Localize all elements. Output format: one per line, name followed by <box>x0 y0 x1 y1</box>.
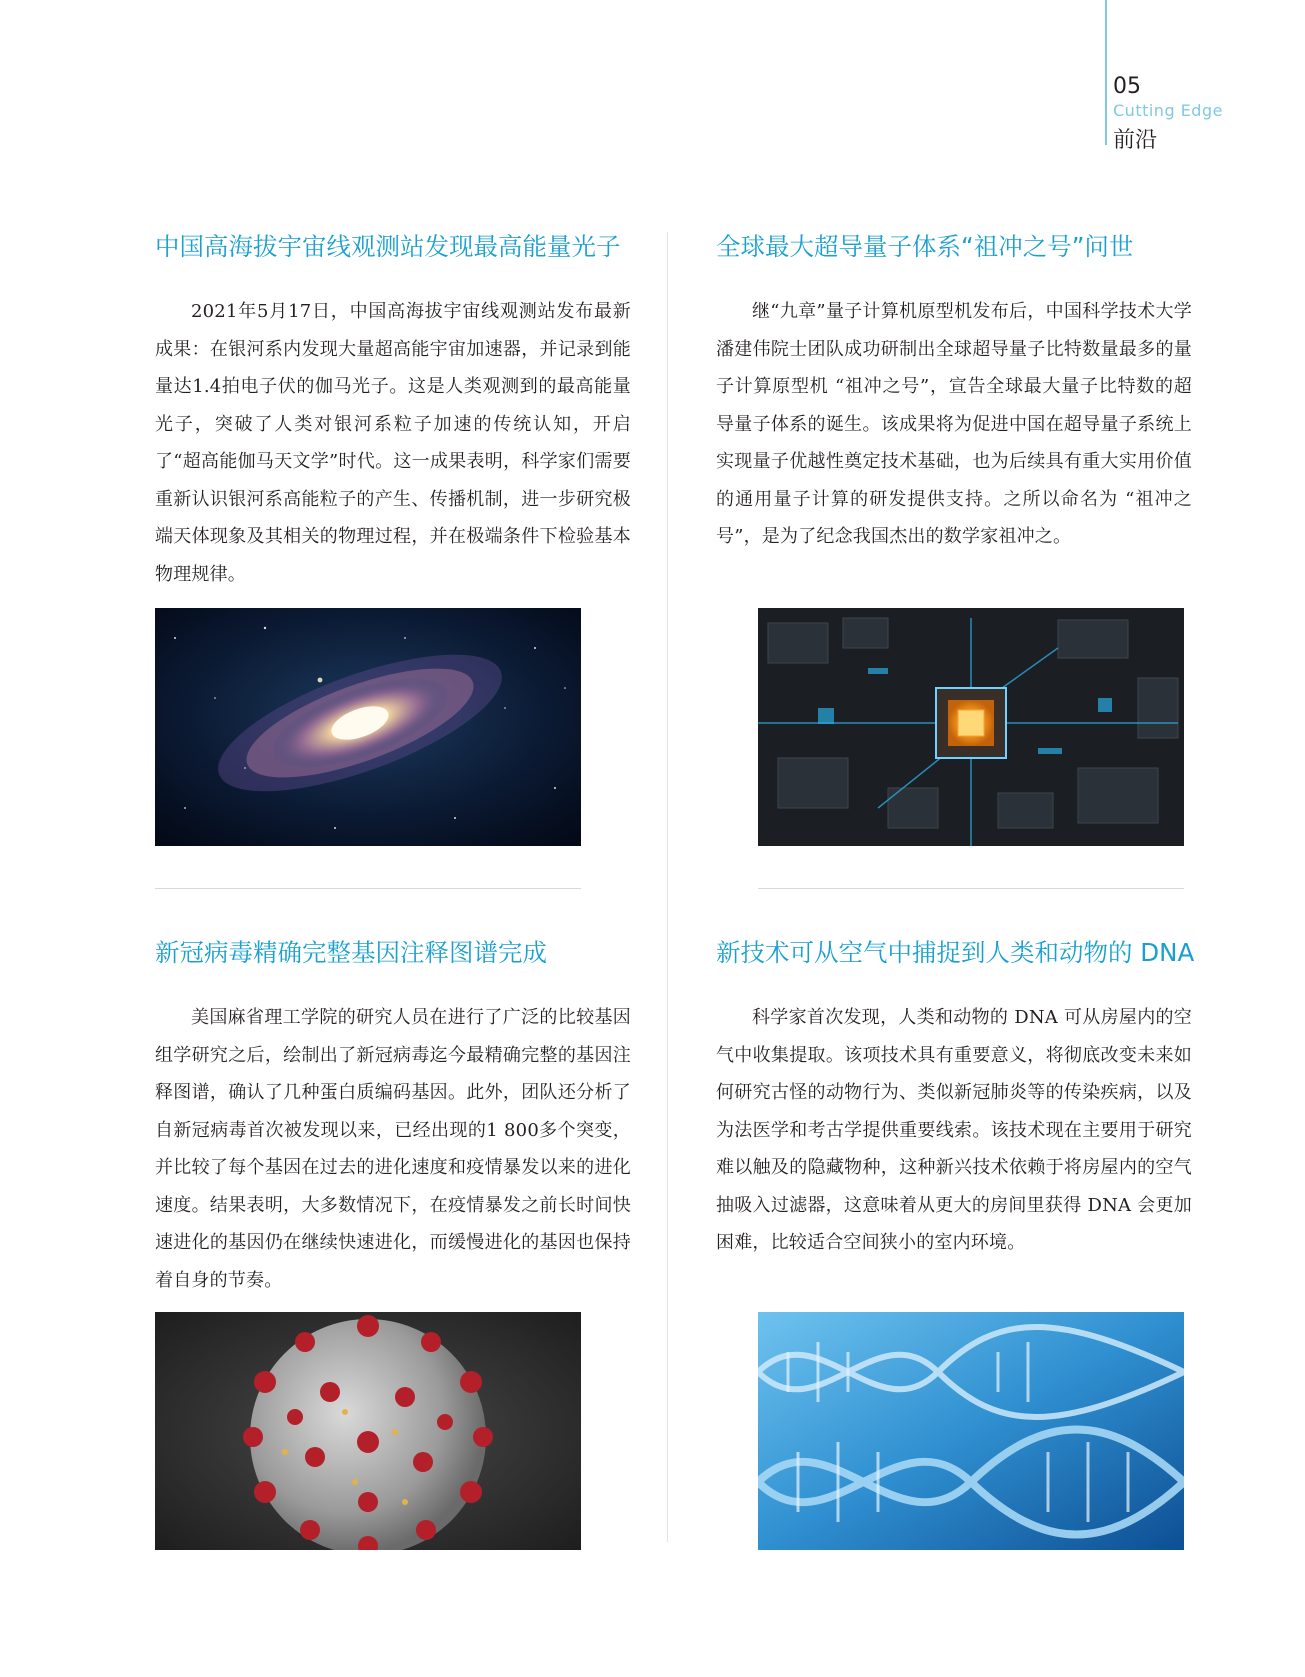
article-title: 新技术可从空气中捕捉到人类和动物的 DNA <box>716 938 1195 967</box>
article-body: 2021年5月17日，中国高海拔宇宙线观测站发布最新成果：在银河系内发现大量超高能宇宙加速器，并记录到能量达1.4拍电子伏的伽马光子。这是人类观测到的最高能量光子，突破了人类对银河系粒子加速的传统认知，开启了“超高能伽马天文学”时代。这一成果表明，科学家们需要重新认识银河系高能粒子的产生、传播机制，进一步研究极端天体现象及其相关的物理过程，并在极端条件下检验基本物理规律。 <box>155 301 631 585</box>
chip-image <box>758 608 1184 846</box>
dna-image <box>758 1312 1184 1550</box>
header-rule <box>1105 0 1107 145</box>
article-cosmic-ray <box>155 232 631 593</box>
article-covid-genome <box>155 938 631 1299</box>
article-body: 科学家首次发现，人类和动物的 DNA 可从房屋内的空气中收集提取。该项技术具有重要意义，将彻底改变未来如何研究古怪的动物行为、类似新冠肺炎等的传染疾病，以及为法医学和考古学提供重要线索。该技术现在主要用于研究难以触及的隐藏物种，这种新兴技术依赖于将房屋内的空气抽吸入过滤器，这意味着从更大的房间里获得 DNA 会更加困难，比较适合空间狭小的室内环境。 <box>716 1007 1192 1254</box>
article-title: 新冠病毒精确完整基因注释图谱完成 <box>155 938 547 967</box>
article-body: 美国麻省理工学院的研究人员在进行了广泛的比较基因组学研究之后，绘制出了新冠病毒迄今最精确完整的基因注释图谱，确认了几种蛋白质编码基因。此外，团队还分析了自新冠病毒首次被发现以来，已经出现的1 800多个突变，并比较了每个基因在过去的进化速度和疫情暴发以来的进化速度。结果表明，大多数情况下，在疫情暴发之前长时间快速进化的基因仍在继续快速进化，而缓慢进化的基因也保持着自身的节奏。 <box>155 1007 631 1291</box>
article-title: 中国高海拔宇宙线观测站发现最高能量光子 <box>155 232 621 261</box>
page-number: 05 <box>1113 74 1141 99</box>
row-divider-right <box>758 888 1184 889</box>
column-divider <box>667 232 668 1542</box>
section-title-en: Cutting Edge <box>1113 101 1223 120</box>
section-title-cn: 前沿 <box>1113 128 1158 153</box>
article-quantum <box>716 232 1192 556</box>
row-divider-left <box>155 888 581 889</box>
article-airborne-dna <box>716 938 1195 1262</box>
galaxy-image <box>155 608 581 846</box>
article-title: 全球最大超导量子体系“祖冲之号”问世 <box>716 232 1134 261</box>
article-body: 继“九章”量子计算机原型机发布后，中国科学技术大学潘建伟院士团队成功研制出全球超导量子比特数量最多的量子计算原型机 “祖冲之号”，宣告全球最大量子比特数的超导量子体系的诞生。该成果将为促进中国在超导量子系统上实现量子优越性奠定技术基础，也为后续具有重大实用价值的通用量子计算的研发提供支持。之所以命名为 “祖冲之号”，是为了纪念我国杰出的数学家祖冲之。 <box>716 301 1192 548</box>
virus-image <box>155 1312 581 1550</box>
